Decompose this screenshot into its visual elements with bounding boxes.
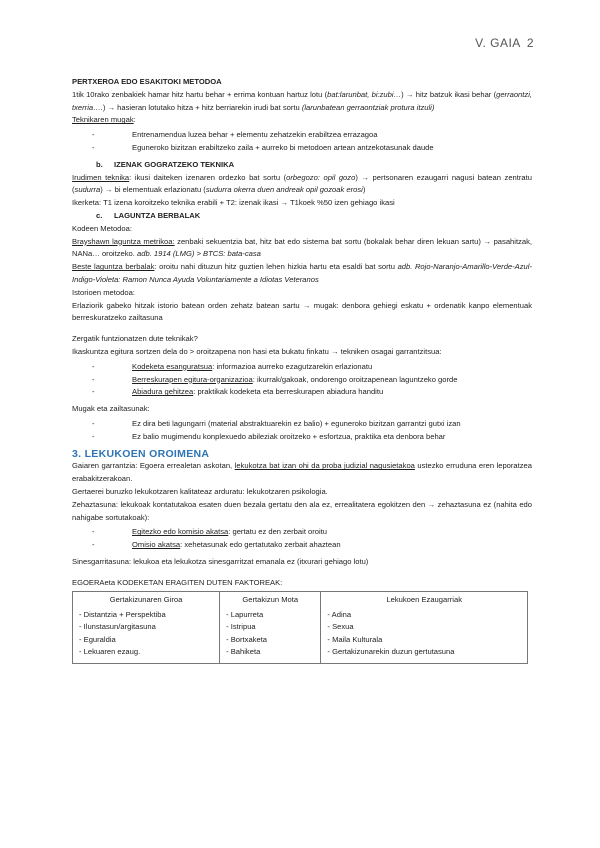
zergatik-question: Zergatik funtzionatzen dute teknikak?	[72, 334, 198, 344]
underlined-label: Egitezko edo komisio akatsa	[132, 527, 229, 537]
example: gerraontzi, txerria….	[72, 89, 532, 112]
gertaerei-text: Gertaerei buruzko lekukotzaren kalitateaz arduratu: lekukotzaren psikologia.	[72, 486, 328, 496]
text: :	[133, 115, 136, 125]
table-header-row	[73, 592, 528, 607]
text: zenbaki sekuentzia bat, hitz bat edo sistema bat sortu (bokalak behar diren lekuan sartu) → pasahitzak, NANa… oroitzeko.	[72, 236, 532, 259]
factors-title: EGOERAeta KODEKETAN ERAGITEN DUTEN FAKTOREAK:	[72, 577, 283, 587]
istorioen-metodoa-heading: Istorioen metodoa:	[72, 287, 135, 297]
text: )	[362, 185, 366, 195]
factor-list	[79, 609, 213, 659]
list-item	[72, 526, 532, 539]
list-item: - Ez balio mugimendu konplexuedo abileziak oroitzeko + esfortzua, praktika eta denbora behar	[72, 431, 532, 444]
akatsak-list	[72, 526, 532, 552]
underlined-label: Kodeketa esanguratsua	[132, 361, 213, 371]
example: (larunbatean gerraontziak protura itzuli)	[301, 102, 435, 112]
table-cell	[220, 607, 321, 664]
spacer	[72, 569, 532, 577]
underlined-label: Irudimen teknika	[72, 172, 130, 182]
istorioen-text: Erlaziorik gabeko hitzak istorio batean orden zehatz batean sartu → mugak: denbora gehiegi eskatu + ordenatik kanpo elementuak berreskuratzeko zailtasuna	[72, 300, 532, 323]
example: sudurra okerra duen andreak opil gozoak erosi	[205, 185, 363, 195]
beste-laguntza-text	[72, 261, 532, 287]
subsection-heading-c	[72, 210, 532, 223]
list-item: - Gertakizunarekin duzun gertutasuna	[327, 646, 521, 659]
chapter-label: V. GAIA	[475, 36, 521, 50]
zehaztasuna-text: Zehaztasuna: lekukoak kontatutakoa esaten duen bezala gertatu den ala ez, errealitatera egokitzen den → zehaztasuna ez (nahita edo nahigabe sortutakoak):	[72, 499, 532, 522]
subsection-title: LAGUNTZA BERBALAK	[114, 210, 201, 220]
subsection-title: IZENAK GOGRATZEKO TEKNIKA	[114, 159, 235, 169]
text: ) → pertsonaren ezaugarri nagusi batean zentratu (	[72, 172, 532, 195]
list-item: - Eguneroko bizitzan erabiltzeko zaila + aurreko bi metodoen artean antzekotasunak daude	[72, 142, 532, 155]
irudimen-teknika-text	[72, 172, 532, 198]
list-item: - Maila Kulturala	[327, 634, 521, 647]
text: Gaiaren garrantzia: Egoera errealetan askotan,	[72, 461, 235, 471]
page-header	[469, 36, 534, 50]
mugak-zailtasunak-heading: Mugak eta zailtasunak:	[72, 404, 150, 414]
column-header: Gertakizunaren Giroa	[73, 592, 220, 607]
text: ) → hasieran lotutako hitza + hitz berriarekin irudi bat sortu	[102, 102, 302, 112]
column-header: Lekukoen Ezaugarriak	[321, 592, 528, 607]
ikerketa-text: Ikerketa: T1 izena koroitzeko teknika erabili + T2: izenak ikasi → T1koek %50 izen gehiago ikasi	[72, 198, 395, 208]
underlined-label: Brayshawn laguntza metrikoa:	[72, 236, 175, 246]
list-item: - Sexua	[327, 621, 521, 634]
list-item: - Lekuaren ezaug.	[79, 646, 213, 659]
underlined-label: Teknikaren mugak	[72, 115, 134, 125]
text: : ikurrak/gakoak, ondorengo oroitzapenean laguntzeko gorde	[252, 374, 458, 384]
text: : informazioa aurreko ezagutzarekin erlazionatu	[212, 361, 373, 371]
list-item: - Lapurreta	[226, 609, 314, 622]
text: : praktikak kodeketa eta berreskurapen abiadura handitu	[193, 387, 384, 397]
text: : xehetasunak edo gertatutako zerbait ahaztean	[180, 540, 341, 550]
page-number: 2	[526, 36, 534, 50]
example: adb. Rojo-Naranjo-Amarillo-Verde-Azul-Indigo-Violeta: Ramon Nunca Ayuda Voluntariamente a Idiotas Veteranos	[72, 262, 532, 284]
text: : oroitu nahi dituzun hitz guztien lehen hizkia hartu eta esaldi bat sortu	[154, 262, 398, 272]
factors-table	[72, 591, 528, 664]
table-row	[73, 607, 528, 664]
list-item: - Bortxaketa	[226, 634, 314, 647]
list-item: - Bahiketa	[226, 646, 314, 659]
text: ) → bi elementuak erlazionatu (	[100, 185, 206, 195]
example: adb. 1914 (LMG) > BTCS: bata-casa	[137, 249, 261, 259]
underlined-label: Berreskurapen egitura-organizazioa	[132, 374, 253, 384]
zergatik-intro: Ikaskuntza egitura sortzen dela do > oroitzapena non hasi eta bukatu finkatu → tekniken osagai garrantzitsua:	[72, 346, 442, 356]
mugak-zailtasunak-list	[72, 418, 532, 444]
subsection-label: b.	[96, 159, 103, 169]
example: sudurra	[74, 185, 101, 195]
kodeen-metodoa-heading: Kodeen Metodoa:	[72, 223, 132, 233]
zergatik-list	[72, 361, 532, 399]
list-item	[72, 386, 532, 399]
text: ) → hitz batzuk ikasi behar (	[401, 89, 497, 99]
list-item	[72, 539, 532, 552]
factor-list	[327, 609, 521, 659]
example: orbegozo: opil gozo	[286, 172, 356, 182]
brayshawn-text	[72, 236, 532, 262]
text: : gertatu ez den zerbait oroitu	[228, 527, 328, 537]
sinesgarritasuna-text: Sinesgarritasuna: lekukoa eta lekukotza sinesgarritzat emanala ez (itxurari gehiago lotu)	[72, 556, 369, 566]
spacer	[72, 325, 532, 333]
list-item: - Entrenamendua luzea behar + elementu zehatzekin erabiltzea errazagoa	[72, 129, 532, 142]
document-body	[72, 76, 532, 664]
text: 1tik 10rako zenbakiek hamar hitz hartu behar + errima kontuan hartuz lotu (	[72, 89, 328, 99]
subsection-heading-b	[72, 159, 532, 172]
underlined-phrase: lekukotza bat izan ohi da proba judizial nagusietakoa	[234, 461, 415, 471]
text: ustezko erruduna eren leporatzea erabakitzerakoan.	[72, 461, 532, 484]
mugak-heading	[72, 114, 532, 127]
pertxeroa-description	[72, 89, 532, 115]
list-item: - Ilunstasun/argitasuna	[79, 621, 213, 634]
list-item: - Istripua	[226, 621, 314, 634]
mugak-list	[72, 129, 532, 155]
list-item	[72, 361, 532, 374]
text: : ikusi daiteken izenaren ordezko bat sortu (	[129, 172, 287, 182]
subsection-label: c.	[96, 210, 103, 220]
underlined-label: Beste laguntza berbalak	[72, 262, 155, 272]
table-cell	[73, 607, 220, 664]
section-title-pertxeroa: PERTXEROA EDO ESAKITOKI METODOA	[72, 77, 222, 86]
garrantzia-text	[72, 460, 532, 486]
underlined-label: Abiadura gehitzea	[132, 387, 194, 397]
list-item: - Adina	[327, 609, 521, 622]
underlined-label: Omisio akatsa	[132, 540, 181, 550]
column-header: Gertakizun Mota	[220, 592, 321, 607]
section-heading-lekukoen-oroimena: 3. LEKUKOEN OROIMENA	[72, 447, 210, 460]
example: bat:larunbat, bi:zubi…	[327, 89, 402, 99]
table-cell	[321, 607, 528, 664]
list-item: - Ez dira beti lagungarri (material abstraktuarekin ez balio) + eguneroko bizitzan garrantzi gutxi izan	[72, 418, 532, 431]
list-item: - Eguraldia	[79, 634, 213, 647]
factor-list	[226, 609, 314, 659]
list-item	[72, 374, 532, 387]
list-item: - Distantzia + Perspektiba	[79, 609, 213, 622]
